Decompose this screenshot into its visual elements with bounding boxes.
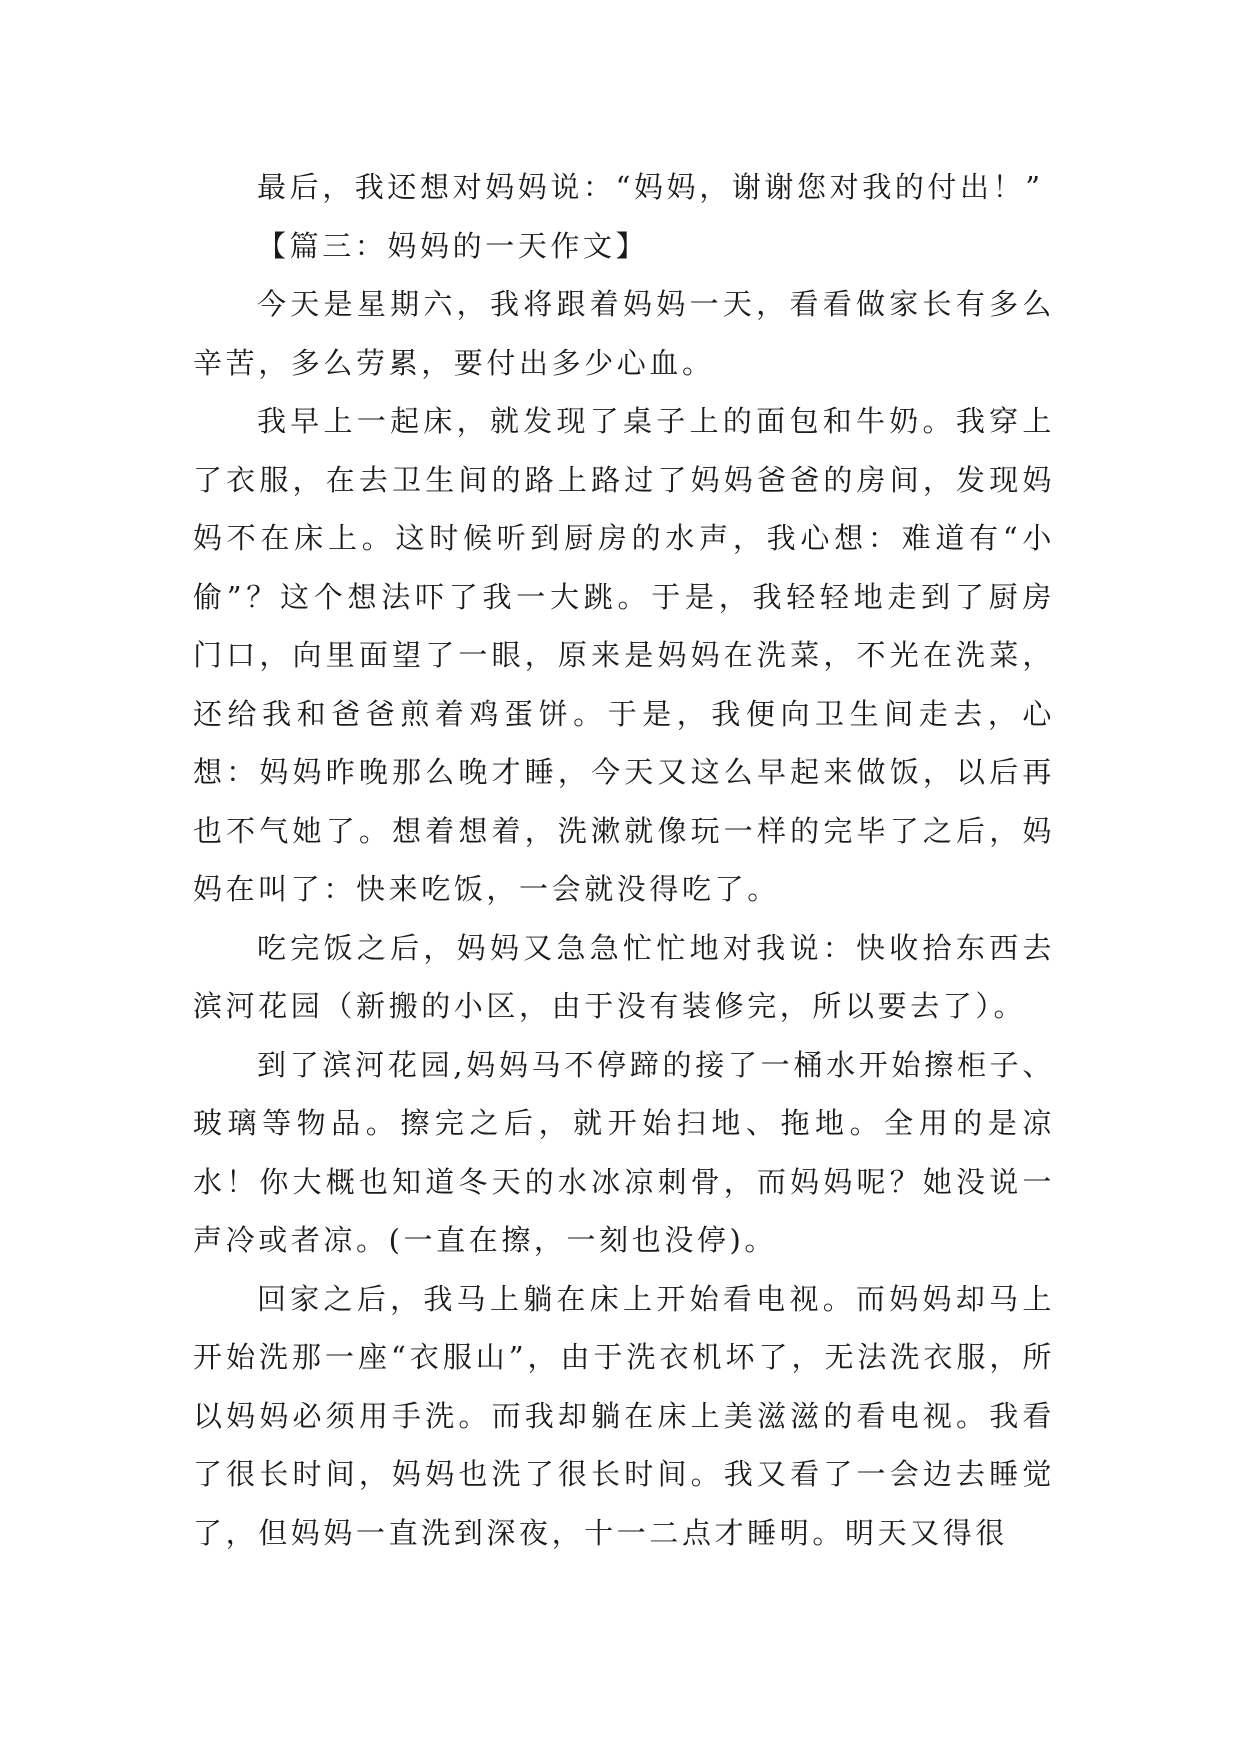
paragraph-morning: 我早上一起床，就发现了桌子上的面包和牛奶。我穿上了衣服，在去卫生间的路上路过了妈妈爸爸的房间，发现妈妈不在床上。这时候听到厨房的水声，我心想：难道有“小偷”？这个想法吓了我一大跳。于是，我轻轻地走到了厨房门口，向里面望了一眼，原来是妈妈在洗菜，不光在洗菜，还给我和爸爸煎着鸡蛋饼。于是，我便向卫生间走去，心想：妈妈昨晚那么晚才睡，今天又这么早起来做饭，以后再也不气她了。想着想着，洗漱就像玩一样的完毕了之后，妈妈在叫了：快来吃饭，一会就没得吃了。 <box>193 404 1055 906</box>
section-heading: 【篇三：妈妈的一天作文】 <box>257 228 649 263</box>
paragraph-laundry: 回家之后，我马上躺在床上开始看电视。而妈妈却马上开始洗那一座“衣服山”，由于洗衣机坏了，无法洗衣服，所以妈妈必须用手洗。而我却躺在床上美滋滋的看电视。我看了很长时间，妈妈也洗了很长时间。我又看了一会边去睡觉了，但妈妈一直洗到深夜，十一二点才睡明。明天又得很 <box>193 1281 1055 1550</box>
paragraph-after-breakfast: 吃完饭之后，妈妈又急急忙忙地对我说：快收拾东西去滨河花园（新搬的小区，由于没有装修完，所以要去了）。 <box>193 930 1055 1023</box>
paragraph-closing-words: 最后，我还想对妈妈说：“妈妈，谢谢您对我的付出！” <box>257 170 1044 204</box>
paragraph-cleaning: 到了滨河花园,妈妈马不停蹄的接了一桶水开始擦柜子、玻璃等物品。擦完之后，就开始扫地、拖地。全用的是凉水！你大概也知道冬天的水冰凉刺骨，而妈妈呢？她没说一声冷或者凉。(一直在擦，一刻也没停)。 <box>193 1047 1055 1257</box>
paragraph-intro: 今天是星期六，我将跟着妈妈一天，看看做家长有多么辛苦，多么劳累，要付出多少心血。 <box>193 287 1055 380</box>
essay-body <box>193 158 1055 1562</box>
